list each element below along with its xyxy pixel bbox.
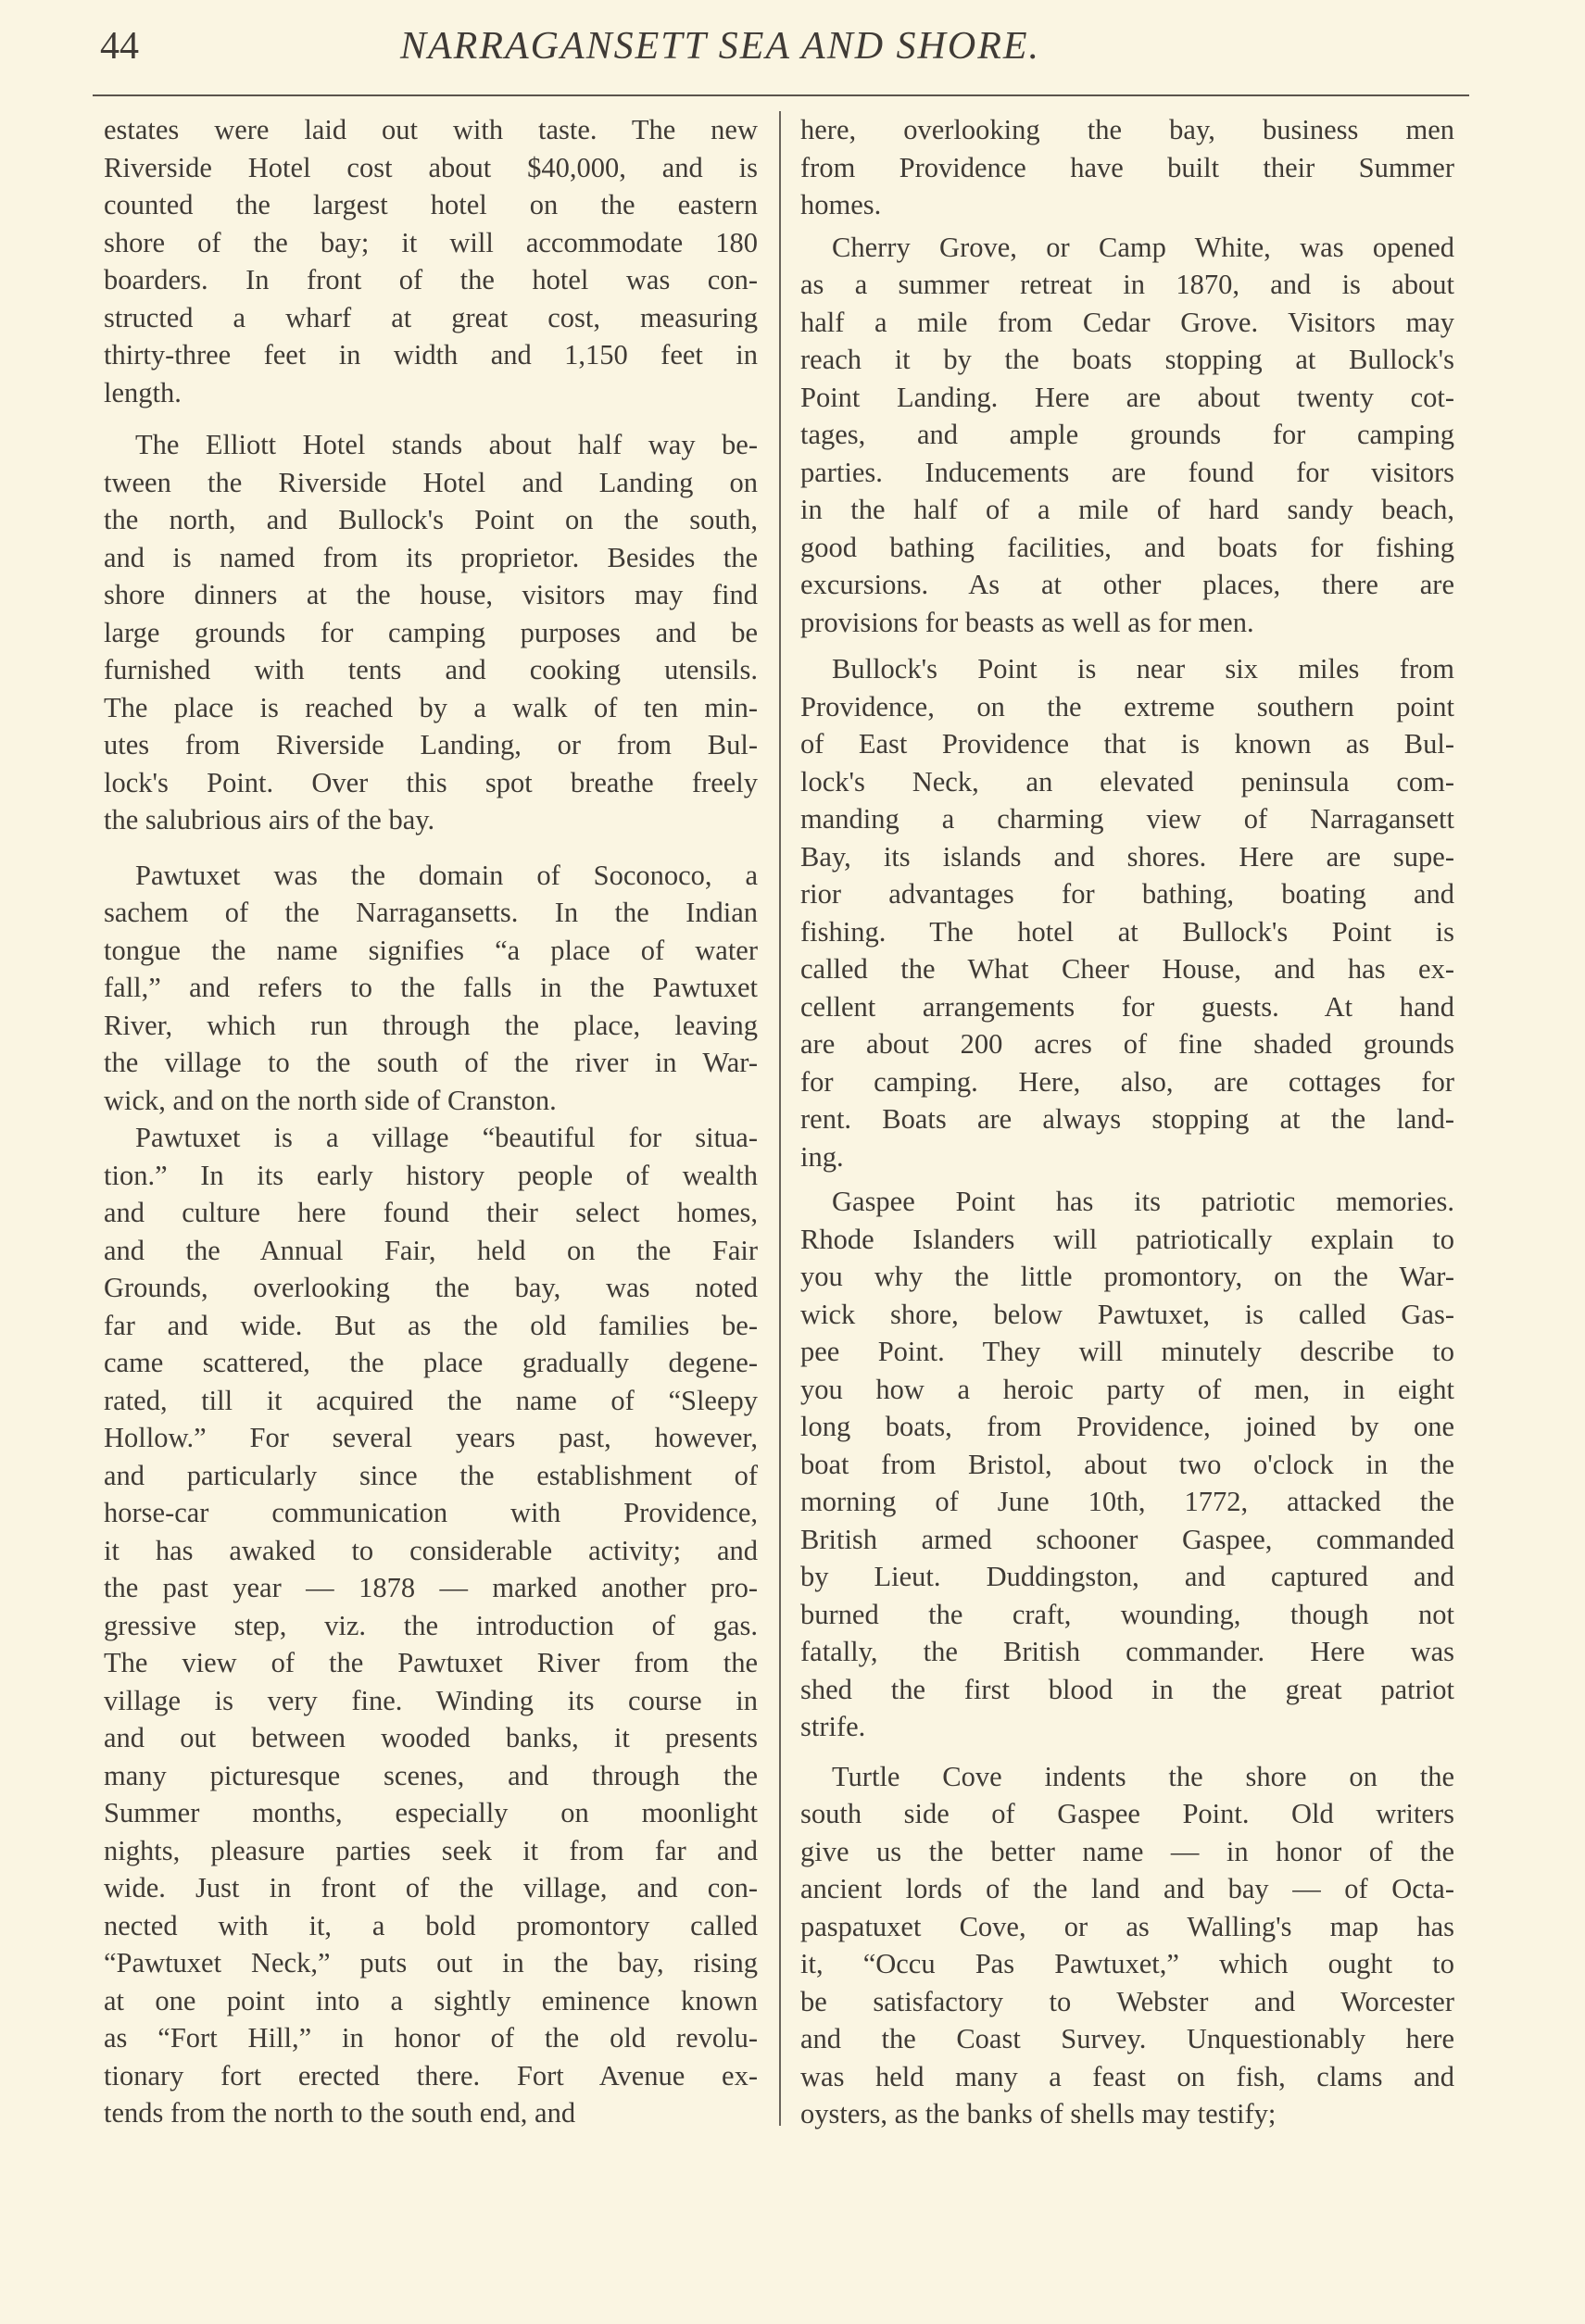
text-line: Point Landing. Here are about twenty cot- — [800, 381, 1454, 413]
text-line: many picturesque scenes, and through the — [104, 1759, 758, 1791]
text-line: village is very fine. Winding its course in — [104, 1684, 758, 1716]
right-column — [800, 111, 1454, 2133]
text-line: paspatuxet Cove, or as Walling's map has — [800, 1910, 1454, 1942]
text-line: by Lieut. Duddingston, and captured and — [800, 1561, 1454, 1592]
text-line: rated, till it acquired the name of “Sleepy — [104, 1384, 758, 1416]
text-line: homes. — [800, 189, 882, 220]
text-line: shore dinners at the house, visitors may find — [104, 579, 758, 610]
text-line: reach it by the boats stopping at Bullock's — [800, 344, 1454, 375]
text-line: in the half of a mile of hard sandy beach, — [800, 494, 1454, 525]
text-line: you how a heroic party of men, in eight — [800, 1373, 1454, 1405]
paragraph — [104, 426, 758, 839]
text-line: utes from Riverside Landing, or from Bul- — [104, 729, 758, 760]
text-line: wide. Just in front of the village, and con- — [104, 1872, 758, 1903]
text-line: and the Coast Survey. Unquestionably here — [800, 2023, 1454, 2054]
left-column — [104, 111, 758, 2132]
text-line: Cherry Grove, or Camp White, was opened — [832, 231, 1454, 263]
text-line: tion.” In its early history people of wealth — [104, 1159, 758, 1191]
text-line: and culture here found their select homes, — [104, 1197, 758, 1228]
text-line: it has awaked to considerable activity; and — [104, 1534, 758, 1566]
text-line: strife. — [800, 1711, 866, 1742]
text-line: came scattered, the place gradually degene- — [104, 1347, 758, 1378]
text-line: furnished with tents and cooking utensils. — [104, 654, 758, 685]
paragraph — [800, 111, 1454, 224]
text-line: British armed schooner Gaspee, commanded — [800, 1523, 1454, 1555]
text-line: rent. Boats are always stopping at the land- — [800, 1103, 1454, 1135]
text-line: fall,” and refers to the falls in the Pawtuxet — [104, 972, 758, 1003]
column-divider — [779, 111, 781, 2126]
text-line: fatally, the British commander. Here was — [800, 1636, 1454, 1667]
text-line: Turtle Cove indents the shore on the — [832, 1760, 1454, 1792]
text-line: at one point into a sightly eminence known — [104, 1984, 758, 2016]
paragraph — [800, 1758, 1454, 2133]
text-line: counted the largest hotel on the eastern — [104, 189, 758, 220]
text-line: and out between wooded banks, it presents — [104, 1722, 758, 1753]
text-line: half a mile from Cedar Grove. Visitors may — [800, 306, 1454, 338]
text-line: Hollow.” For several years past, however, — [104, 1422, 758, 1453]
text-line: shore of the bay; it will accommodate 180 — [104, 226, 758, 258]
text-line: boat from Bristol, about two o'clock in the — [800, 1448, 1454, 1480]
text-line: The Elliott Hotel stands about half way be- — [135, 429, 758, 460]
text-line: manding a charming view of Narragansett — [800, 803, 1454, 835]
text-line: here, overlooking the bay, business men — [800, 114, 1454, 145]
text-line: was held many a feast on fish, clams and — [800, 2060, 1454, 2092]
text-line: Bullock's Point is near six miles from — [832, 653, 1454, 685]
text-line: give us the better name — in honor of the — [800, 1835, 1454, 1867]
running-title: NARRAGANSETT SEA AND SHORE. — [400, 25, 1041, 68]
text-line: large grounds for camping purposes and be — [104, 616, 758, 648]
text-line: burned the craft, wounding, though not — [800, 1598, 1454, 1630]
text-line: are about 200 acres of fine shaded grounds — [800, 1028, 1454, 1060]
text-line: excursions. As at other places, there are — [800, 569, 1454, 600]
paragraph — [800, 650, 1454, 1175]
text-line: The place is reached by a walk of ten min- — [104, 691, 758, 723]
text-line: nected with it, a bold promontory called — [104, 1909, 758, 1941]
text-line: “Pawtuxet Neck,” puts out in the bay, rising — [104, 1947, 758, 1979]
text-line: tends from the north to the south end, and — [104, 2097, 576, 2129]
text-line: the past year — 1878 — marked another pro- — [104, 1572, 758, 1603]
text-line: boarders. In front of the hotel was con- — [104, 264, 758, 295]
text-line: Pawtuxet is a village “beautiful for situa- — [135, 1122, 758, 1153]
text-line: Providence, on the extreme southern point — [800, 690, 1454, 722]
text-line: good bathing facilities, and boats for fishing — [800, 531, 1454, 563]
text-line: from Providence have built their Summer — [800, 151, 1454, 183]
text-line: Summer months, especially on moonlight — [104, 1797, 758, 1828]
text-line: tages, and ample grounds for camping — [800, 419, 1454, 450]
text-line: and the Annual Fair, held on the Fair — [104, 1234, 758, 1266]
text-line: south side of Gaspee Point. Old writers — [800, 1798, 1454, 1829]
paragraph — [800, 229, 1454, 642]
text-line: pee Point. They will minutely describe to — [800, 1336, 1454, 1367]
text-line: the salubrious airs of the bay. — [104, 804, 435, 835]
text-line: Grounds, overlooking the bay, was noted — [104, 1272, 758, 1303]
text-line: far and wide. But as the old families be- — [104, 1309, 758, 1341]
text-line: the village to the south of the river in War- — [104, 1047, 758, 1078]
text-line: ancient lords of the land and bay — of Octa- — [800, 1873, 1454, 1904]
text-line: oysters, as the banks of shells may testify; — [800, 2098, 1277, 2129]
text-line: estates were laid out with taste. The new — [104, 114, 758, 145]
text-line: be satisfactory to Webster and Worcester — [800, 1985, 1454, 2017]
paragraph — [800, 1183, 1454, 1746]
text-line: for camping. Here, also, are cottages for — [800, 1065, 1454, 1098]
text-line: River, which run through the place, leaving — [104, 1009, 758, 1041]
text-line: Bay, its islands and shores. Here are supe- — [800, 840, 1454, 873]
paragraph — [104, 1119, 758, 2132]
text-line: sachem of the Narragansetts. In the Indian — [104, 897, 758, 928]
text-line: it, “Occu Pas Pawtuxet,” which ought to — [800, 1948, 1454, 1979]
text-line: and particularly since the establishment of — [104, 1459, 758, 1491]
text-line: wick, and on the north side of Cranston. — [104, 1084, 557, 1116]
text-line: you why the little promontory, on the War- — [800, 1261, 1454, 1292]
text-line: of East Providence that is known as Bul- — [800, 728, 1454, 760]
text-line: tongue the name signifies “a place of water — [104, 934, 758, 966]
text-line: nights, pleasure parties seek it from far and — [104, 1834, 758, 1866]
text-line: tionary fort erected there. Fort Avenue ex- — [104, 2059, 758, 2092]
text-line: as a summer retreat in 1870, and is about — [800, 269, 1454, 300]
text-line: Pawtuxet was the domain of Soconoco, a — [135, 859, 758, 891]
header-rule — [93, 94, 1469, 96]
paragraph — [104, 857, 758, 1120]
text-line: long boats, from Providence, joined by one — [800, 1411, 1454, 1442]
text-line: fishing. The hotel at Bullock's Point is — [800, 915, 1454, 948]
text-line: tween the Riverside Hotel and Landing on — [104, 466, 758, 498]
text-line: parties. Inducements are found for visitors — [800, 456, 1454, 488]
text-line: morning of June 10th, 1772, attacked the — [800, 1486, 1454, 1517]
text-line: lock's Neck, an elevated peninsula com- — [800, 765, 1454, 798]
text-line: lock's Point. Over this spot breathe freely — [104, 766, 758, 798]
text-line: horse-car communication with Providence, — [104, 1497, 758, 1528]
text-line: structed a wharf at great cost, measuring — [104, 301, 758, 333]
paragraph — [104, 111, 758, 411]
text-line: gressive step, viz. the introduction of gas. — [104, 1609, 758, 1641]
text-line: rior advantages for bathing, boating and — [800, 878, 1454, 910]
text-line: called the What Cheer House, and has ex- — [800, 953, 1454, 985]
text-line: Rhode Islanders will patriotically explain to — [800, 1223, 1454, 1255]
text-line: wick shore, below Pawtuxet, is called Gas- — [800, 1298, 1454, 1330]
text-line: The view of the Pawtuxet River from the — [104, 1647, 758, 1678]
text-line: cellent arrangements for guests. At hand — [800, 990, 1454, 1023]
page-number: 44 — [100, 25, 139, 68]
text-line: the north, and Bullock's Point on the south, — [104, 504, 758, 535]
text-line: shed the first blood in the great patriot — [800, 1673, 1454, 1705]
text-line: and is named from its proprietor. Besides the — [104, 541, 758, 573]
text-line: length. — [104, 376, 182, 408]
text-line: provisions for beasts as well as for men. — [800, 606, 1254, 638]
text-line: Gaspee Point has its patriotic memories. — [832, 1186, 1454, 1217]
text-line: as “Fort Hill,” in honor of the old revolu- — [104, 2022, 758, 2054]
text-line: thirty-three feet in width and 1,150 feet in — [104, 339, 758, 371]
text-line: Riverside Hotel cost about $40,000, and is — [104, 151, 758, 183]
text-line: ing. — [800, 1140, 844, 1173]
